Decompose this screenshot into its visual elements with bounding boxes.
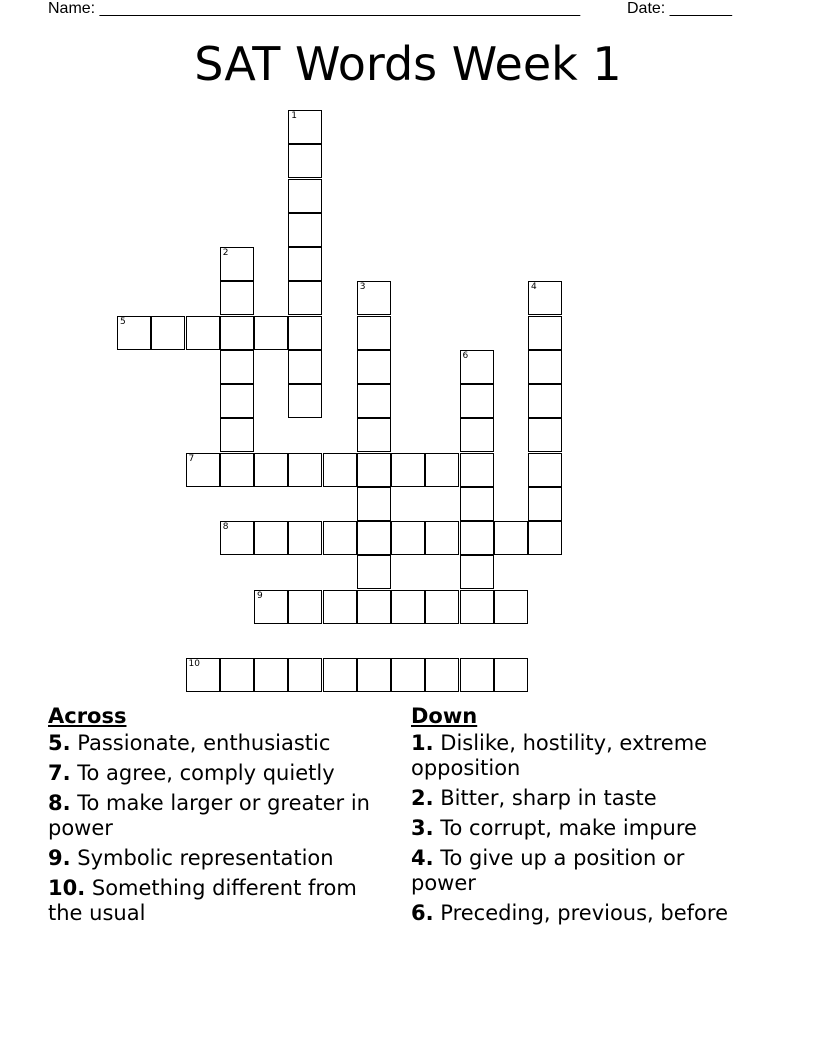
cell-number: 9 <box>257 590 263 601</box>
clue-number: 8. <box>48 791 71 815</box>
crossword-cell[interactable] <box>254 521 288 555</box>
crossword-cell[interactable] <box>220 453 254 487</box>
crossword-cell[interactable] <box>220 350 254 384</box>
date-field[interactable]: Date: _______ <box>627 0 732 17</box>
clue-text: Preceding, previous, before <box>433 901 728 925</box>
cell-number: 2 <box>222 248 229 258</box>
name-field[interactable]: Name: ______________________________________________________ <box>48 0 581 17</box>
cell-number: 5 <box>120 316 126 327</box>
crossword-cell[interactable] <box>254 590 288 624</box>
crossword-cell[interactable] <box>288 316 322 350</box>
crossword-cell[interactable] <box>357 418 391 452</box>
clue-text: Symbolic representation <box>70 846 334 870</box>
crossword-cell[interactable] <box>528 350 562 384</box>
crossword-cell[interactable] <box>288 179 322 213</box>
across-clue <box>48 876 393 926</box>
clue-number: 3. <box>411 816 434 840</box>
crossword-cell[interactable] <box>357 453 391 487</box>
crossword-cell[interactable] <box>288 281 322 315</box>
crossword-cell[interactable] <box>391 453 425 487</box>
cell-number: 10 <box>188 659 200 669</box>
crossword-cell[interactable] <box>425 453 459 487</box>
crossword-cell[interactable] <box>117 316 151 350</box>
down-clue <box>411 816 756 841</box>
crossword-cell[interactable] <box>323 590 357 624</box>
clue-number: 5. <box>48 731 71 755</box>
crossword-cell[interactable] <box>220 521 254 555</box>
clue-text: To give up a position or power <box>411 846 685 895</box>
down-clue <box>411 731 756 781</box>
crossword-cell[interactable] <box>151 316 185 350</box>
crossword-cell[interactable] <box>494 658 528 692</box>
cell-number: 6 <box>462 350 469 361</box>
crossword-cell[interactable] <box>186 453 220 487</box>
crossword-cell[interactable] <box>357 590 391 624</box>
clue-text: Dislike, hostility, extreme opposition <box>411 731 708 780</box>
crossword-cell[interactable] <box>357 521 391 555</box>
across-clue <box>48 846 393 871</box>
clue-text: To corrupt, make impure <box>433 816 697 840</box>
clue-text: Something different from the usual <box>48 876 357 925</box>
crossword-cell[interactable] <box>460 418 494 452</box>
clue-number: 7. <box>48 761 71 785</box>
crossword-cell[interactable] <box>528 281 562 315</box>
clue-text: Bitter, sharp in taste <box>433 786 657 810</box>
crossword-cell[interactable] <box>528 487 562 521</box>
crossword-cell[interactable] <box>391 521 425 555</box>
crossword-cell[interactable] <box>528 384 562 418</box>
cell-number: 4 <box>531 282 537 293</box>
crossword-cell[interactable] <box>220 281 254 315</box>
crossword-cell[interactable] <box>186 658 220 692</box>
crossword-cell[interactable] <box>254 453 288 487</box>
crossword-cell[interactable] <box>494 590 528 624</box>
crossword-cell[interactable] <box>528 521 562 555</box>
crossword-cell[interactable] <box>460 384 494 418</box>
clue-number: 4. <box>411 846 434 870</box>
cell-number: 1 <box>291 111 297 121</box>
clue-number: 6. <box>411 901 434 925</box>
crossword-cell[interactable] <box>220 316 254 350</box>
crossword-cell[interactable] <box>220 247 254 281</box>
crossword-cell[interactable] <box>528 453 562 487</box>
crossword-cell[interactable] <box>288 453 322 487</box>
crossword-cell[interactable] <box>460 487 494 521</box>
clue-text: Passionate, enthusiastic <box>70 731 331 755</box>
crossword-cell[interactable] <box>357 487 391 521</box>
crossword-cell[interactable] <box>220 658 254 692</box>
crossword-cell[interactable] <box>220 418 254 452</box>
cell-number: 8 <box>222 522 229 532</box>
across-clue <box>48 731 393 756</box>
crossword-cell[interactable] <box>425 590 459 624</box>
crossword-cell[interactable] <box>460 555 494 589</box>
crossword-cell[interactable] <box>288 350 322 384</box>
crossword-cell[interactable] <box>391 590 425 624</box>
clue-text: To agree, comply quietly <box>70 761 335 785</box>
across-clue <box>48 791 393 841</box>
crossword-cell[interactable] <box>323 453 357 487</box>
crossword-cell[interactable] <box>357 316 391 350</box>
crossword-cell[interactable] <box>220 384 254 418</box>
across-clue <box>48 761 393 786</box>
crossword-cell[interactable] <box>288 247 322 281</box>
crossword-cell[interactable] <box>288 384 322 418</box>
crossword-cell[interactable] <box>254 658 288 692</box>
crossword-cell[interactable] <box>460 521 494 555</box>
crossword-cell[interactable] <box>288 144 322 178</box>
crossword-cell[interactable] <box>288 213 322 247</box>
clue-number: 2. <box>411 786 434 810</box>
down-clue <box>411 901 756 926</box>
crossword-cell[interactable] <box>494 521 528 555</box>
clue-number: 9. <box>48 846 71 870</box>
crossword-cell[interactable] <box>460 658 494 692</box>
crossword-cell[interactable] <box>425 658 459 692</box>
crossword-cell[interactable] <box>254 316 288 350</box>
cell-number: 3 <box>359 282 366 293</box>
clue-number: 10. <box>48 876 86 900</box>
down-heading: Down <box>411 704 478 728</box>
crossword-cell[interactable] <box>460 590 494 624</box>
crossword-cell[interactable] <box>460 453 494 487</box>
crossword-cell[interactable] <box>288 590 322 624</box>
crossword-cell[interactable] <box>288 658 322 692</box>
crossword-cell[interactable] <box>323 658 357 692</box>
crossword-cell[interactable] <box>288 110 322 144</box>
crossword-cell[interactable] <box>186 316 220 350</box>
crossword-cell[interactable] <box>357 281 391 315</box>
crossword-cell[interactable] <box>528 418 562 452</box>
crossword-cell[interactable] <box>391 658 425 692</box>
down-clues <box>411 704 756 931</box>
crossword-cell[interactable] <box>357 384 391 418</box>
cell-number: 7 <box>188 453 195 464</box>
across-clues <box>48 704 393 931</box>
crossword-cell[interactable] <box>528 316 562 350</box>
crossword-cell[interactable] <box>323 521 357 555</box>
clue-number: 1. <box>411 731 434 755</box>
crossword-cell[interactable] <box>357 555 391 589</box>
down-clue <box>411 846 756 896</box>
clue-text: To make larger or greater in power <box>48 791 370 840</box>
crossword-cell[interactable] <box>357 350 391 384</box>
crossword-cell[interactable] <box>425 521 459 555</box>
crossword-cell[interactable] <box>357 658 391 692</box>
page-title: SAT Words Week 1 <box>194 37 622 91</box>
down-clue <box>411 786 756 811</box>
crossword-cell[interactable] <box>288 521 322 555</box>
across-heading: Across <box>48 704 127 728</box>
crossword-cell[interactable] <box>460 350 494 384</box>
